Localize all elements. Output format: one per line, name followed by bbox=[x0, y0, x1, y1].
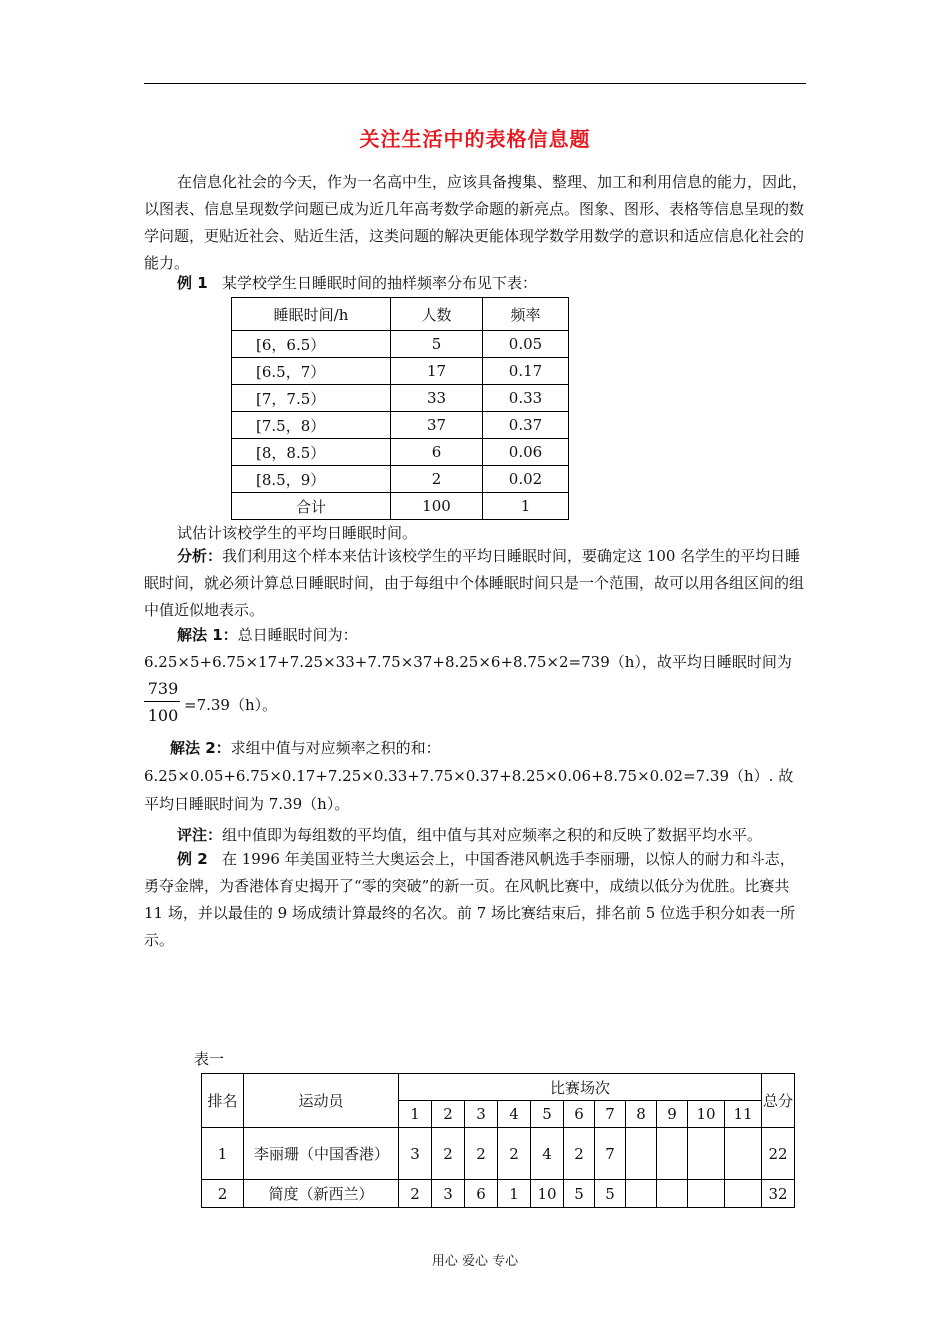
interval-cell: [6，6.5） bbox=[232, 331, 391, 358]
intro-paragraph: 在信息化社会的今天，作为一名高中生，应该具备搜集、整理、加工和利用信息的能力，因此，以图表、信息呈现数学问题已成为近几年高考数学命题的新亮点。图象、图形、表格等信息呈现的数学问题，更贴近社会、贴近生活，这类问题的解决更能体现学数学用数学的意识和适应信息化社会的能力。 bbox=[144, 173, 808, 272]
solution-1-result: =7.39（h）。 bbox=[184, 696, 278, 714]
frequency-cell: 0.17 bbox=[483, 358, 569, 385]
frequency-cell: 0.37 bbox=[483, 412, 569, 439]
interval-cell: [7，7.5） bbox=[232, 385, 391, 412]
table-row bbox=[202, 1128, 795, 1180]
table-header-row bbox=[232, 298, 569, 331]
total-frequency-cell: 1 bbox=[483, 493, 569, 520]
example-2-paragraph bbox=[144, 846, 808, 954]
interval-cell: [8.5，9） bbox=[232, 466, 391, 493]
frequency-cell: 0.33 bbox=[483, 385, 569, 412]
fraction-bar bbox=[144, 701, 180, 702]
score-cell: 3 bbox=[432, 1180, 465, 1208]
frequency-cell: 0.02 bbox=[483, 466, 569, 493]
count-cell: 6 bbox=[391, 439, 483, 466]
athlete-cell: 简度（新西兰） bbox=[244, 1180, 399, 1208]
count-cell: 2 bbox=[391, 466, 483, 493]
score-cell: 2 bbox=[564, 1128, 595, 1180]
table-row bbox=[202, 1180, 795, 1208]
race-number-cell: 5 bbox=[531, 1101, 564, 1128]
fraction-denominator: 100 bbox=[147, 706, 179, 725]
count-cell: 33 bbox=[391, 385, 483, 412]
total-cell: 22 bbox=[762, 1128, 795, 1180]
interval-cell: [7.5，8） bbox=[232, 412, 391, 439]
race-number-cell: 7 bbox=[595, 1101, 626, 1128]
score-cell: 7 bbox=[595, 1128, 626, 1180]
score-cell: 5 bbox=[595, 1180, 626, 1208]
solution-1-formula: 6.25×5+6.75×17+7.25×33+7.75×37+8.25×6+8.75×2=739（h），故平均日睡眠时间为 bbox=[144, 653, 792, 671]
athlete-cell: 李丽珊（中国香港） bbox=[244, 1128, 399, 1180]
example-2-text: 在 1996 年美国亚特兰大奥运会上，中国香港风帆选手李丽珊，以惊人的耐力和斗志，勇夺金牌，为香港体育史揭开了“零的突破”的新一页。在风帆比赛中，成绩以低分为优胜。比赛共 11 场，并以最佳的 9 场成绩计算最终的名次。前 7 场比赛结束后，排名前 5 位选手积分如表一所示。 bbox=[144, 850, 796, 949]
sailing-scores-table bbox=[201, 1073, 795, 1208]
race-number-cell: 2 bbox=[432, 1101, 465, 1128]
count-cell: 37 bbox=[391, 412, 483, 439]
solution-2-label: 解法 2： bbox=[170, 739, 231, 757]
frequency-cell: 0.05 bbox=[483, 331, 569, 358]
solution-1-label: 解法 1： bbox=[177, 626, 238, 644]
comment-label: 评注： bbox=[177, 826, 223, 844]
score-cell: 10 bbox=[531, 1180, 564, 1208]
example-1-text: 某学校学生日睡眠时间的抽样频率分布见下表： bbox=[221, 274, 537, 292]
total-count-cell: 100 bbox=[391, 493, 483, 520]
header-rule bbox=[144, 83, 806, 84]
interval-cell: [8，8.5） bbox=[232, 439, 391, 466]
total-label-cell: 合计 bbox=[232, 493, 391, 520]
sleep-frequency-table bbox=[231, 297, 569, 520]
solution-1-text: 总日睡眠时间为： bbox=[237, 626, 358, 644]
analysis-text: 我们利用这个样本来估计该校学生的平均日睡眠时间，要确定这 100 名学生的平均日睡眠时间，就必须计算总日睡眠时间，由于每组中个体睡眠时间只是一个范围，故可以用各组区间的组中值近似地表示。 bbox=[144, 547, 805, 619]
header-count: 人数 bbox=[391, 298, 483, 331]
table-row bbox=[232, 412, 569, 439]
comment-line bbox=[177, 824, 762, 845]
solution-2-text: 求组中值与对应频率之积的和： bbox=[230, 739, 441, 757]
page-footer: 用心 爱心 专心 bbox=[431, 1254, 519, 1269]
table-caption: 表一 bbox=[194, 1050, 225, 1068]
example-1-question: 试估计该校学生的平均日睡眠时间。 bbox=[177, 524, 418, 542]
interval-cell: [6.5，7） bbox=[232, 358, 391, 385]
header-rank: 排名 bbox=[202, 1074, 244, 1128]
score-cell bbox=[626, 1128, 657, 1180]
race-number-cell: 10 bbox=[688, 1101, 725, 1128]
solution-2-heading bbox=[170, 737, 441, 758]
table-row bbox=[232, 439, 569, 466]
score-cell bbox=[688, 1128, 725, 1180]
score-cell: 6 bbox=[465, 1180, 498, 1208]
fraction-numerator: 739 bbox=[147, 679, 179, 698]
table-row bbox=[232, 331, 569, 358]
score-cell bbox=[657, 1128, 688, 1180]
comment-text: 组中值即为每组数的平均值，组中值与其对应频率之积的和反映了数据平均水平。 bbox=[222, 826, 763, 844]
solution-2-result: 平均日睡眠时间为 7.39（h）。 bbox=[144, 795, 350, 813]
header-total: 总分 bbox=[762, 1074, 795, 1128]
score-cell bbox=[725, 1128, 762, 1180]
score-cell bbox=[688, 1180, 725, 1208]
score-cell bbox=[626, 1180, 657, 1208]
race-number-cell: 11 bbox=[725, 1101, 762, 1128]
score-cell: 3 bbox=[399, 1128, 432, 1180]
race-number-cell: 6 bbox=[564, 1101, 595, 1128]
score-cell: 2 bbox=[465, 1128, 498, 1180]
score-cell bbox=[725, 1180, 762, 1208]
total-cell: 32 bbox=[762, 1180, 795, 1208]
example-2-label: 例 2 bbox=[177, 850, 208, 868]
score-cell bbox=[657, 1180, 688, 1208]
count-cell: 5 bbox=[391, 331, 483, 358]
example-1-prompt bbox=[177, 272, 537, 293]
race-number-cell: 8 bbox=[626, 1101, 657, 1128]
analysis-paragraph bbox=[144, 543, 808, 624]
race-number-cell: 4 bbox=[498, 1101, 531, 1128]
header-sleep-time: 睡眠时间/h bbox=[232, 298, 391, 331]
score-cell: 2 bbox=[498, 1128, 531, 1180]
race-number-cell: 9 bbox=[657, 1101, 688, 1128]
example-1-label: 例 1 bbox=[177, 274, 208, 292]
race-number-cell: 1 bbox=[399, 1101, 432, 1128]
score-cell: 1 bbox=[498, 1180, 531, 1208]
rank-cell: 1 bbox=[202, 1128, 244, 1180]
solution-2-formula: 6.25×0.05+6.75×0.17+7.25×0.33+7.75×0.37+8.25×0.06+8.75×0.02=7.39（h）. 故 bbox=[144, 767, 794, 785]
score-cell: 2 bbox=[432, 1128, 465, 1180]
score-cell: 2 bbox=[399, 1180, 432, 1208]
race-number-cell: 3 bbox=[465, 1101, 498, 1128]
header-frequency: 频率 bbox=[483, 298, 569, 331]
count-cell: 17 bbox=[391, 358, 483, 385]
table-header-row bbox=[202, 1074, 795, 1101]
table-row bbox=[232, 385, 569, 412]
header-races: 比赛场次 bbox=[399, 1074, 762, 1101]
score-cell: 5 bbox=[564, 1180, 595, 1208]
rank-cell: 2 bbox=[202, 1180, 244, 1208]
page-title: 关注生活中的表格信息题 bbox=[359, 127, 591, 151]
frequency-cell: 0.06 bbox=[483, 439, 569, 466]
analysis-label: 分析： bbox=[177, 547, 223, 565]
table-row-total bbox=[232, 493, 569, 520]
solution-1-heading bbox=[177, 624, 358, 645]
header-athlete: 运动员 bbox=[244, 1074, 399, 1128]
score-cell: 4 bbox=[531, 1128, 564, 1180]
table-row bbox=[232, 358, 569, 385]
table-row bbox=[232, 466, 569, 493]
